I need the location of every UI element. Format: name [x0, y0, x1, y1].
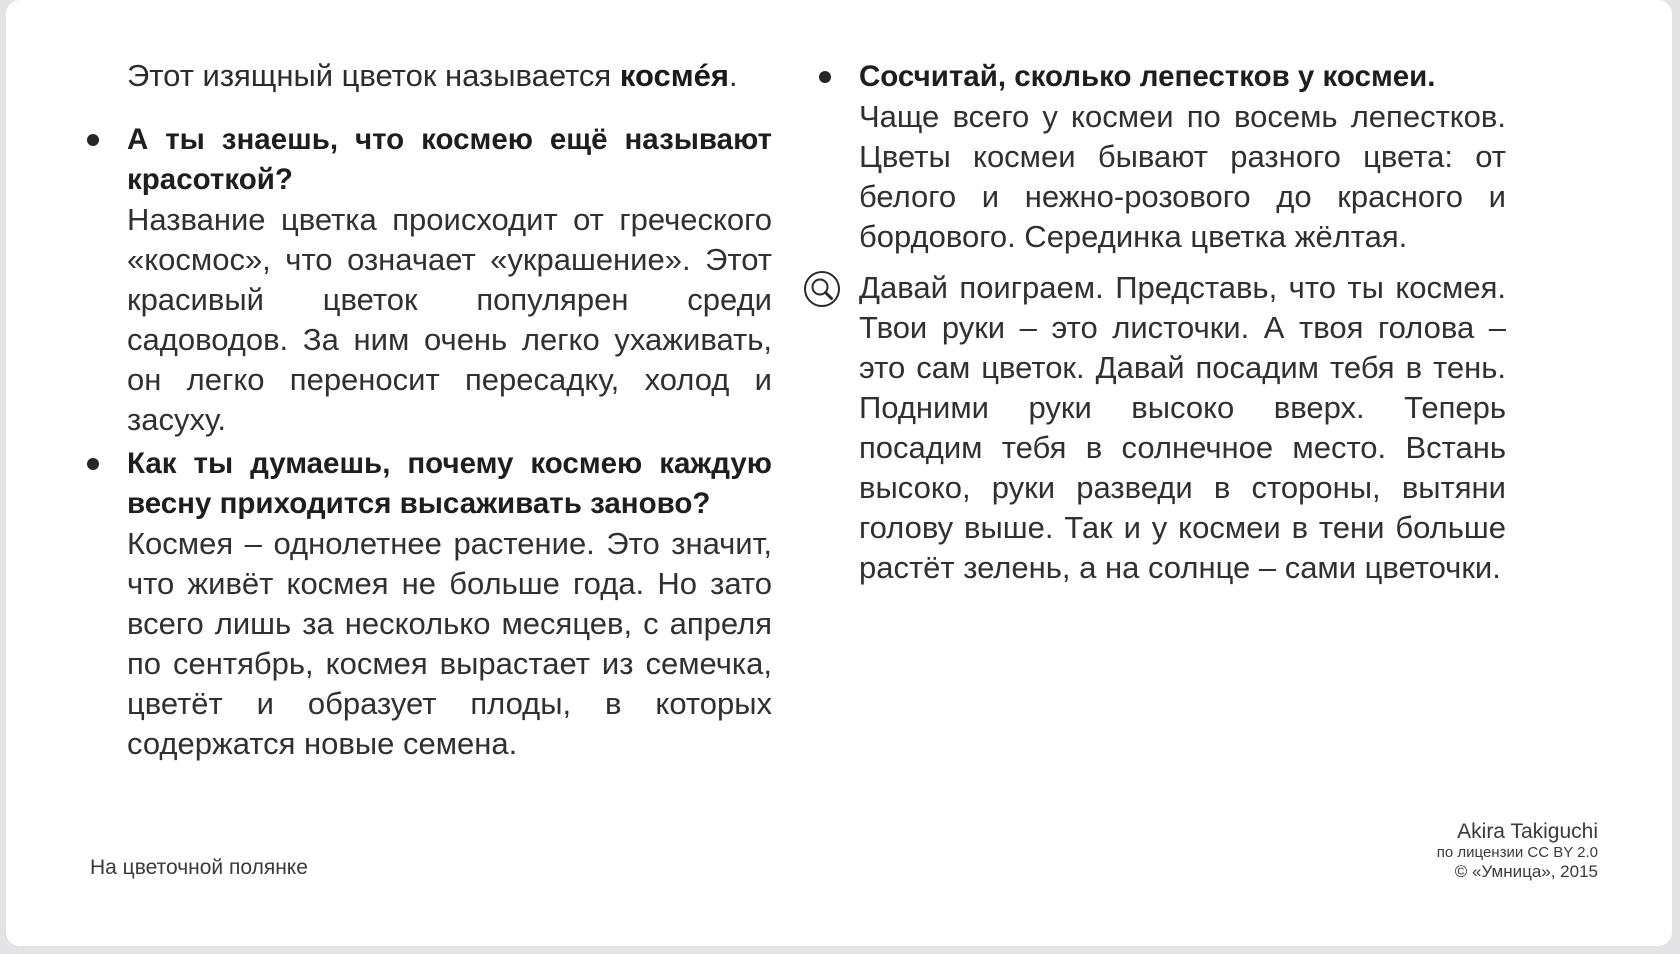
copyright-note: © «Умница», 2015 [1454, 862, 1598, 881]
intro-flower-name: космéя [619, 58, 729, 93]
card [6, 0, 1672, 946]
game-block [859, 268, 1506, 588]
question-block-petals [859, 57, 1506, 257]
question-heading: Сосчитай, сколько лепестков у космеи. [859, 60, 1436, 93]
magnifier-icon [803, 270, 841, 308]
bullet-icon [819, 71, 831, 83]
section-name: На цветочной полянке [90, 856, 308, 879]
bullet-icon [87, 458, 99, 470]
question-heading: Как ты думаешь, почему космею каждую весну приходится высаживать заново? [127, 447, 772, 520]
answer-paragraph: Название цветка происходит от греческого «космос», что означает «украшение». Этот красивый цветок популярен среди садоводов. За ним очень легко ухаживать, он легко переносит пересадку, холод и засуху. [127, 202, 772, 437]
photo-author: Akira Takiguchi [1457, 820, 1598, 843]
intro-lead: Этот изящный цветок называется [127, 58, 620, 93]
question-block-annual-plant [127, 444, 772, 764]
intro-end: . [728, 58, 738, 93]
bullet-icon [87, 134, 99, 146]
credits [1437, 820, 1598, 882]
game-paragraph: Давай поиграем. Представь, что ты космея. Твои руки – это листочки. А твоя голова – это сам цветок. Давай посадим тебя в тень. Подними руки высоко вверх. Теперь посадим тебя в солнечное место. Встань высоко, руки разведи в стороны, вытяни голову выше. Так и у космеи в тени больше растёт зелень, а на солнце – сами цветочки. [859, 270, 1506, 585]
question-block-name-origin [127, 120, 772, 440]
answer-paragraph: Космея – однолетнее растение. Это значит, что живёт космея не больше года. Но зато всего лишь за несколько месяцев, с апреля по сентябрь, космея вырастает из семечка, цветёт и образует плоды, в которых содержатся новые семена. [127, 526, 772, 761]
question-heading: А ты знаешь, что космею ещё называют красоткой? [127, 123, 772, 196]
license-note: по лицензии CC BY 2.0 [1436, 844, 1598, 861]
intro-text [127, 56, 827, 96]
answer-paragraph: Чаще всего у космеи по восемь лепестков. Цветы космеи бывают разного цвета: от белого и нежно-розового до красного и бордового. Серединка цветка жёлтая. [859, 99, 1506, 254]
